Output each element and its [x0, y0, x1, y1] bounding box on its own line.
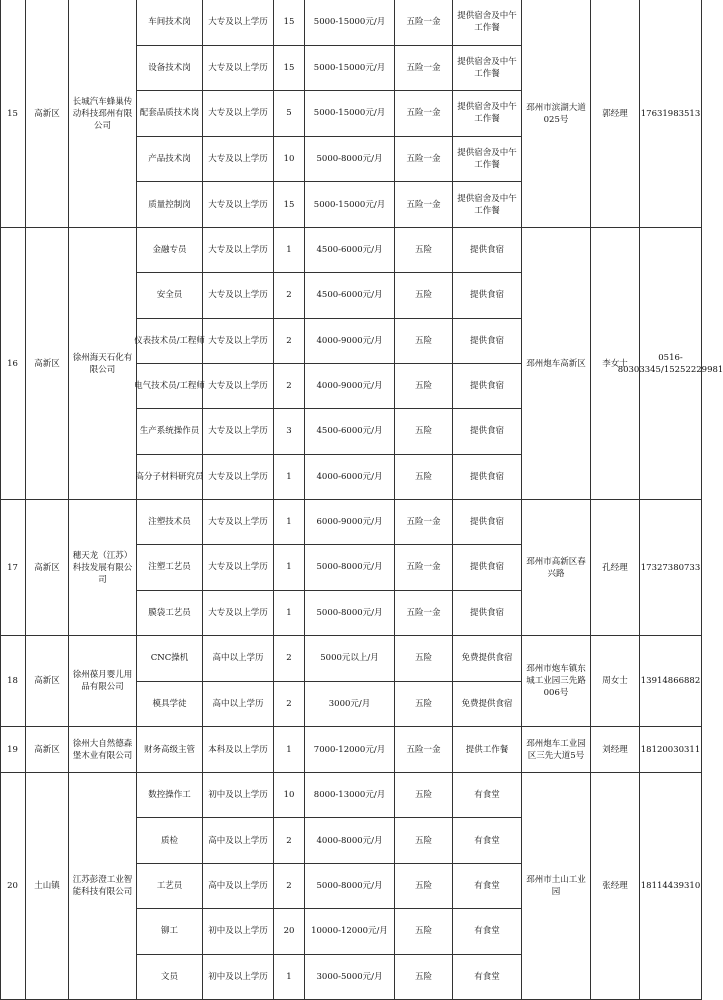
salary-cell: 4000-9000元/月 [305, 319, 394, 364]
insurance-cell: 五险 [414, 699, 432, 710]
benefit-cell: 有食堂 [453, 818, 521, 863]
salary-cell-column [305, 727, 395, 773]
row-number: 16 [0, 228, 26, 500]
benefit-cell: 提供宿舍及中午工作餐 [453, 0, 521, 46]
row-number: 19 [0, 727, 26, 773]
job-title-cell: 数控操作工 [137, 773, 202, 818]
headcount-cell: 10 [274, 773, 304, 818]
insurance-cell: 五险一金 [406, 200, 441, 211]
education-cell-column [203, 636, 274, 727]
education-cell: 大专及以上学历 [203, 319, 273, 364]
education-cell: 大专及以上学历 [203, 273, 273, 318]
insurance-cell: 五险 [395, 818, 452, 863]
benefit-cell: 提供食宿 [453, 500, 521, 545]
benefit-cell: 提供宿舍及中午工作餐 [453, 46, 521, 92]
contact-person-cell: 郭经理 [591, 0, 640, 228]
education-cell: 大专及以上学历 [203, 364, 273, 409]
education-cell-column [203, 500, 274, 636]
insurance-cell: 五险一金 [395, 545, 452, 590]
table-row-group [0, 500, 702, 636]
district-cell: 高新区 [26, 500, 69, 636]
salary-cell: 4500-6000元/月 [305, 228, 394, 273]
benefit-cell: 提供宿舍及中午工作餐 [453, 137, 521, 183]
district-cell: 土山镇 [26, 773, 69, 1000]
benefit-cell: 有食堂 [453, 773, 521, 818]
insurance-cell-column [395, 0, 453, 228]
headcount-cell: 1 [286, 745, 292, 755]
phone-cell: 0516-80303345/15252229981 [640, 228, 702, 500]
benefit-cell: 提供食宿 [453, 319, 521, 364]
phone-cell: 17631983513 [640, 0, 702, 228]
benefit-cell: 提供食宿 [453, 364, 521, 409]
job-title-cell-column [137, 727, 203, 773]
education-cell: 大专及以上学历 [203, 228, 273, 273]
insurance-cell: 五险 [395, 864, 452, 909]
headcount-cell: 1 [274, 545, 304, 590]
headcount-cell: 2 [274, 864, 304, 909]
job-title-cell: 注塑技术员 [137, 500, 202, 545]
insurance-cell: 五险一金 [395, 46, 452, 92]
salary-cell-column [305, 228, 395, 500]
district-cell: 高新区 [26, 228, 69, 500]
row-number: 20 [0, 773, 26, 1000]
address-cell: 邳州市炮车镇东城工业园三先路006号 [522, 636, 591, 727]
district-cell: 高新区 [26, 636, 69, 727]
job-title-cell: 高分子材料研究员 [135, 472, 204, 483]
headcount-cell: 15 [274, 46, 304, 92]
salary-cell-column [305, 773, 395, 1000]
salary-cell: 5000-15000元/月 [305, 91, 394, 137]
benefit-cell: 提供食宿 [453, 409, 521, 454]
benefit-cell-column [453, 0, 522, 228]
salary-cell: 5000-15000元/月 [305, 0, 394, 46]
salary-cell: 4500-6000元/月 [305, 273, 394, 318]
headcount-cell-column [274, 228, 305, 500]
address-cell: 邳州市滨湖大道025号 [522, 0, 591, 228]
job-title-cell: 设备技术岗 [137, 46, 202, 92]
table-row-group [0, 773, 702, 1000]
salary-cell-column [305, 636, 395, 727]
job-title-cell-column [137, 0, 203, 228]
salary-cell: 6000-9000元/月 [305, 500, 394, 545]
salary-cell: 4000-9000元/月 [305, 364, 394, 409]
job-title-cell: CNC操机 [137, 636, 202, 682]
insurance-cell-column [395, 727, 453, 773]
phone-cell: 18120030311 [640, 727, 702, 773]
headcount-cell: 3 [274, 409, 304, 454]
salary-cell-column [305, 0, 395, 228]
insurance-cell: 五险一金 [395, 0, 452, 46]
insurance-cell: 五险一金 [406, 608, 441, 619]
education-cell: 大专及以上学历 [203, 91, 273, 137]
benefit-cell: 提供食宿 [453, 273, 521, 318]
contact-person-cell: 周女士 [591, 636, 640, 727]
benefit-cell-column [453, 773, 522, 1000]
education-cell: 大专及以上学历 [208, 200, 268, 211]
salary-cell: 4500-6000元/月 [305, 409, 394, 454]
insurance-cell: 五险 [395, 364, 452, 409]
insurance-cell: 五险 [395, 409, 452, 454]
headcount-cell-column [274, 0, 305, 228]
job-title-cell: 工艺员 [137, 864, 202, 909]
education-cell: 大专及以上学历 [203, 500, 273, 545]
salary-cell: 8000-13000元/月 [305, 773, 394, 818]
company-name-cell: 徐州大自然德森堡木业有限公司 [69, 727, 137, 773]
education-cell: 大专及以上学历 [203, 46, 273, 92]
headcount-cell-column [274, 500, 305, 636]
company-name-cell: 徐州海天石化有限公司 [69, 228, 137, 500]
education-cell: 大专及以上学历 [203, 409, 273, 454]
education-cell-column [203, 0, 274, 228]
benefit-cell: 提供工作餐 [465, 745, 509, 755]
education-cell-column [203, 228, 274, 500]
education-cell: 高中以上学历 [203, 636, 273, 682]
salary-cell: 7000-12000元/月 [313, 745, 386, 755]
job-title-cell: 配套品质技术岗 [137, 91, 202, 137]
headcount-cell: 20 [274, 909, 304, 954]
company-name-cell: 徐州葆月婴儿用品有限公司 [69, 636, 137, 727]
job-title-cell: 模具学徒 [152, 699, 187, 710]
address-cell: 邳州市土山工业园 [522, 773, 591, 1000]
headcount-cell: 15 [283, 200, 295, 211]
salary-cell: 3000元/月 [328, 699, 371, 710]
education-cell: 大专及以上学历 [203, 0, 273, 46]
benefit-cell: 有食堂 [453, 864, 521, 909]
table-row-group [0, 0, 702, 228]
salary-cell: 5000-15000元/月 [305, 46, 394, 92]
headcount-cell: 2 [274, 364, 304, 409]
job-title-cell: 安全员 [137, 273, 202, 318]
insurance-cell-column [395, 500, 453, 636]
education-cell: 大专及以上学历 [203, 137, 273, 183]
insurance-cell: 五险一金 [406, 745, 441, 755]
insurance-cell: 五险 [395, 773, 452, 818]
job-title-cell: 注塑工艺员 [137, 545, 202, 590]
headcount-cell: 1 [274, 500, 304, 545]
contact-person-cell: 张经理 [591, 773, 640, 1000]
headcount-cell: 1 [286, 608, 292, 619]
headcount-cell-column [274, 727, 305, 773]
education-cell-column [203, 773, 274, 1000]
benefit-cell: 有食堂 [474, 972, 500, 983]
headcount-cell: 2 [274, 818, 304, 863]
insurance-cell: 五险一金 [395, 91, 452, 137]
job-title-cell: 金融专员 [137, 228, 202, 273]
benefit-cell: 提供食宿 [453, 545, 521, 590]
headcount-cell: 1 [274, 228, 304, 273]
company-name-cell: 长城汽车蜂巢传动科技邳州有限公司 [69, 0, 137, 228]
salary-cell: 5000-8000元/月 [305, 864, 394, 909]
salary-cell: 4000-8000元/月 [305, 818, 394, 863]
benefit-cell: 提供宿舍及中午工作餐 [453, 91, 521, 137]
job-title-cell: 产品技术岗 [137, 137, 202, 183]
district-cell: 高新区 [26, 727, 69, 773]
headcount-cell: 15 [274, 0, 304, 46]
salary-cell: 5000-8000元/月 [305, 137, 394, 183]
benefit-cell-column [453, 727, 522, 773]
address-cell: 邳州市高新区春兴路 [522, 500, 591, 636]
headcount-cell-column [274, 636, 305, 727]
row-number: 18 [0, 636, 26, 727]
headcount-cell: 2 [274, 273, 304, 318]
company-name-cell: 江苏彭澄工业智能科技有限公司 [69, 773, 137, 1000]
job-title-cell-column [137, 773, 203, 1000]
job-title-cell: 财务高级主管 [143, 745, 195, 755]
education-cell: 本科及以上学历 [208, 745, 268, 755]
insurance-cell-column [395, 773, 453, 1000]
row-number: 17 [0, 500, 26, 636]
salary-cell: 4000-6000元/月 [316, 472, 383, 483]
job-title-cell: 车间技术岗 [137, 0, 202, 46]
insurance-cell: 五险一金 [395, 137, 452, 183]
benefit-cell: 免费提供食宿 [461, 699, 513, 710]
insurance-cell: 五险 [395, 909, 452, 954]
salary-cell: 5000-8000元/月 [305, 545, 394, 590]
education-cell: 高中以上学历 [212, 699, 264, 710]
phone-cell: 13914866882 [640, 636, 702, 727]
benefit-cell: 提供食宿 [453, 228, 521, 273]
table-row-group [0, 228, 723, 500]
headcount-cell: 2 [286, 699, 292, 710]
job-title-cell: 生产系统操作员 [137, 409, 202, 454]
benefit-cell: 免费提供食宿 [453, 636, 521, 682]
headcount-cell: 1 [286, 472, 292, 483]
insurance-cell: 五险一金 [395, 500, 452, 545]
headcount-cell-column [274, 773, 305, 1000]
insurance-cell-column [395, 228, 453, 500]
contact-person-cell: 孔经理 [591, 500, 640, 636]
row-number: 15 [0, 0, 26, 228]
address-cell: 邳州炮车高新区 [522, 228, 591, 500]
contact-person-cell: 李女士 [591, 228, 640, 500]
insurance-cell: 五险 [395, 319, 452, 364]
education-cell: 初中及以上学历 [203, 773, 273, 818]
benefit-cell: 有食堂 [453, 909, 521, 954]
salary-cell: 5000-15000元/月 [313, 200, 386, 211]
company-name-cell: 穗天龙（江苏）科技发展有限公司 [69, 500, 137, 636]
salary-cell: 10000-12000元/月 [305, 909, 394, 954]
education-cell: 大专及以上学历 [203, 545, 273, 590]
education-cell-column [203, 727, 274, 773]
salary-cell: 5000元以上/月 [305, 636, 394, 682]
job-title-cell: 铆工 [137, 909, 202, 954]
headcount-cell: 5 [274, 91, 304, 137]
phone-cell: 17327380733 [640, 500, 702, 636]
table-row-group [0, 727, 702, 773]
insurance-cell: 五险 [414, 472, 432, 483]
education-cell: 高中及以上学历 [203, 818, 273, 863]
benefit-cell: 提供食宿 [469, 472, 504, 483]
education-cell: 大专及以上学历 [208, 608, 268, 619]
job-title-cell: 仪表技术员/工程师 [137, 319, 202, 364]
benefit-cell: 提供食宿 [469, 608, 504, 619]
headcount-cell: 2 [274, 636, 304, 682]
address-cell: 邳州炮车工业园区三先大道5号 [522, 727, 591, 773]
job-title-cell-column [137, 636, 203, 727]
education-cell: 大专及以上学历 [208, 472, 268, 483]
job-title-cell: 质量控制岗 [148, 200, 191, 211]
insurance-cell-column [395, 636, 453, 727]
district-cell: 高新区 [26, 0, 69, 228]
benefit-cell: 提供宿舍及中午工作餐 [457, 194, 517, 217]
headcount-cell: 1 [286, 972, 292, 983]
job-title-cell: 质检 [137, 818, 202, 863]
table-row-group [0, 636, 702, 727]
job-title-cell-column [134, 228, 205, 500]
insurance-cell: 五险 [414, 972, 432, 983]
job-title-cell: 膜袋工艺员 [148, 608, 191, 619]
job-title-cell: 电气技术员/工程师 [137, 364, 202, 409]
job-title-cell-column [137, 500, 203, 636]
salary-cell: 5000-8000元/月 [316, 608, 383, 619]
benefit-cell-column [453, 500, 522, 636]
job-title-cell: 文员 [160, 972, 178, 983]
benefit-cell-column [453, 228, 522, 500]
headcount-cell: 2 [274, 319, 304, 364]
insurance-cell: 五险 [395, 636, 452, 682]
phone-cell: 18114439310 [640, 773, 702, 1000]
contact-person-cell: 刘经理 [591, 727, 640, 773]
headcount-cell: 10 [274, 137, 304, 183]
salary-cell: 3000-5000元/月 [316, 972, 383, 983]
benefit-cell-column [453, 636, 522, 727]
salary-cell-column [305, 500, 395, 636]
insurance-cell: 五险 [395, 273, 452, 318]
insurance-cell: 五险 [395, 228, 452, 273]
education-cell: 初中及以上学历 [208, 972, 268, 983]
education-cell: 高中及以上学历 [203, 864, 273, 909]
education-cell: 初中及以上学历 [203, 909, 273, 954]
